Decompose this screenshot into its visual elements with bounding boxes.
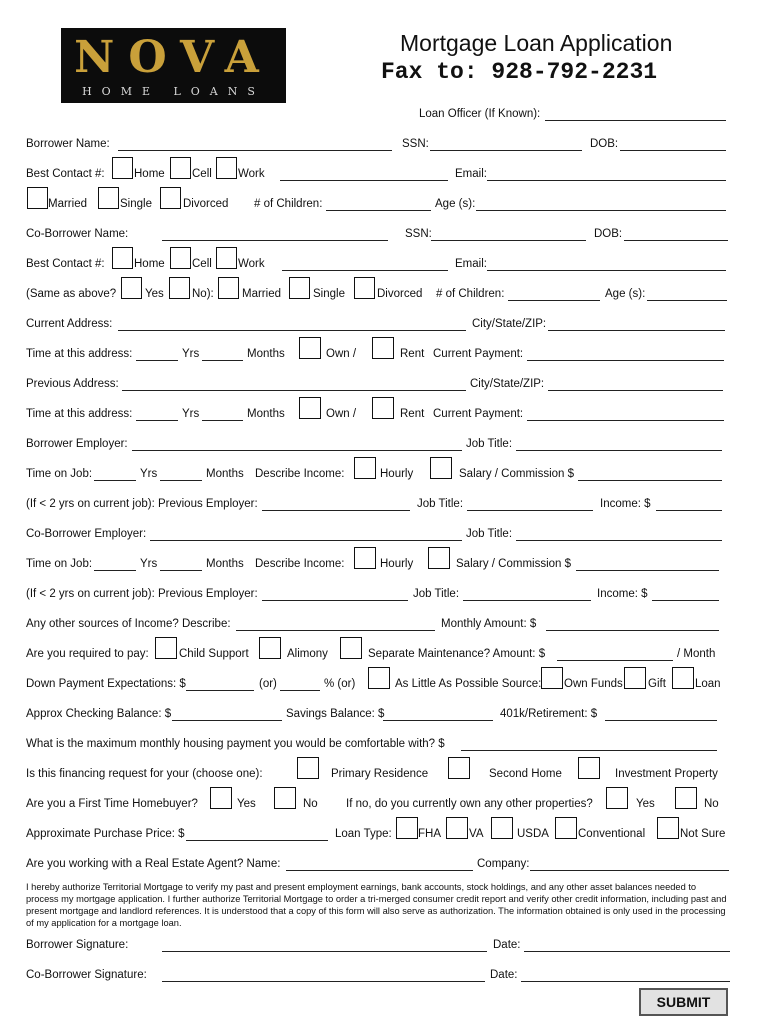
company-label: Company: <box>477 858 530 870</box>
other-properties-no-label: No <box>704 798 719 810</box>
page-title: Mortgage Loan Application <box>400 30 673 56</box>
co-divorced-checkbox[interactable] <box>354 277 375 299</box>
single-label: Single <box>120 198 152 210</box>
down-payment-field[interactable] <box>186 690 254 691</box>
same-as-above-label: (Same as above? <box>26 288 117 300</box>
cell-checkbox[interactable] <box>170 157 191 179</box>
co-income-label: Income: $ <box>597 588 648 600</box>
co-children-field[interactable] <box>508 300 600 301</box>
not-sure-label: Not Sure <box>680 828 726 840</box>
retirement-label: 401k/Retirement: $ <box>500 708 598 720</box>
loan-checkbox[interactable] <box>672 667 694 689</box>
other-properties-no-checkbox[interactable] <box>675 787 697 809</box>
children-field[interactable] <box>326 210 431 211</box>
prev-income-field[interactable] <box>656 510 722 511</box>
alimony-checkbox[interactable] <box>259 637 281 659</box>
same-yes-label: Yes <box>145 288 164 300</box>
co-job-yrs-label: Yrs <box>140 558 158 570</box>
required-to-pay-label: Are you required to pay: <box>26 648 149 660</box>
purchase-price-field[interactable] <box>186 840 328 841</box>
divorced-checkbox[interactable] <box>160 187 181 209</box>
co-job-months-label: Months <box>206 558 244 570</box>
as-little-label: As Little As Possible Source: <box>395 678 542 690</box>
first-time-yes-label: Yes <box>237 798 256 810</box>
borrower-email-field[interactable] <box>487 180 726 181</box>
co-dob-label: DOB: <box>594 228 623 240</box>
savings-label: Savings Balance: $ <box>286 708 385 720</box>
retirement-field[interactable] <box>605 720 717 721</box>
conventional-label: Conventional <box>578 828 646 840</box>
married-checkbox[interactable] <box>27 187 48 209</box>
loan-officer-label: Loan Officer (If Known): <box>419 108 541 120</box>
checking-field[interactable] <box>172 720 282 721</box>
co-prev-employer-field[interactable] <box>262 600 408 601</box>
work-label: Work <box>238 168 265 180</box>
borrower-contact-field[interactable] <box>280 180 448 181</box>
usda-checkbox[interactable] <box>491 817 513 839</box>
purchase-price-label: Approximate Purchase Price: $ <box>26 828 185 840</box>
co-home-checkbox[interactable] <box>112 247 133 269</box>
prev-payment-field[interactable] <box>527 420 724 421</box>
hourly-label: Hourly <box>380 468 414 480</box>
authorization-text: I hereby authorize Territorial Mortgage to verify my past and present employment earnings, bank accounts, stock holdings, and any other asset balances needed to process my mortgage application. I further authorize Territorial Mortgage to order a tri-merged consumer credit report and verify other credit information, including past and present mortgage and landlord references. It is understood that a copy of this form will also serve as authorization. The information obtained is only used in the processing of my application for a mortgage loan. <box>26 882 727 928</box>
other-income-label: Any other sources of Income? Describe: <box>26 618 231 630</box>
loan-officer-field[interactable] <box>545 120 726 121</box>
co-ages-label: Age (s): <box>605 288 646 300</box>
work-checkbox[interactable] <box>216 157 237 179</box>
own-funds-label: Own Funds <box>564 678 623 690</box>
conventional-checkbox[interactable] <box>555 817 577 839</box>
co-prev-job-title-label: Job Title: <box>413 588 460 600</box>
co-hourly-checkbox[interactable] <box>354 547 376 569</box>
investment-property-label: Investment Property <box>615 768 718 780</box>
down-percent-field[interactable] <box>280 690 320 691</box>
salary-amount-field[interactable] <box>578 480 722 481</box>
primary-residence-checkbox[interactable] <box>297 757 319 779</box>
previous-city-field[interactable] <box>548 390 723 391</box>
address-years-field[interactable] <box>136 360 178 361</box>
home-checkbox[interactable] <box>112 157 133 179</box>
previous-address-field[interactable] <box>122 390 466 391</box>
borrower-name-label: Borrower Name: <box>26 138 110 150</box>
as-little-checkbox[interactable] <box>368 667 390 689</box>
second-home-label: Second Home <box>489 768 562 780</box>
current-payment-label: Current Payment: <box>433 348 524 360</box>
prev-yrs-label: Yrs <box>182 408 200 420</box>
same-yes-checkbox[interactable] <box>121 277 142 299</box>
borrower-dob-field[interactable] <box>620 150 726 151</box>
current-address-label: Current Address: <box>26 318 113 330</box>
co-prev-income-field[interactable] <box>652 600 719 601</box>
fax-number: Fax to: 928-792-2231 <box>381 59 658 85</box>
prev-rent-checkbox[interactable] <box>372 397 394 419</box>
own-other-properties-label: If no, do you currently own any other properties? <box>346 798 593 810</box>
job-months-field[interactable] <box>160 480 202 481</box>
prev-job-title-label: Job Title: <box>417 498 464 510</box>
loan-label: Loan <box>695 678 721 690</box>
coborrower-contact-field[interactable] <box>282 270 448 271</box>
co-time-on-job-label: Time on Job: <box>26 558 93 570</box>
children-label: # of Children: <box>254 198 323 210</box>
first-time-yes-checkbox[interactable] <box>210 787 232 809</box>
coborrower-signature-label: Co-Borrower Signature: <box>26 969 147 981</box>
co-ages-field[interactable] <box>647 300 727 301</box>
married-label: Married <box>48 198 87 210</box>
current-city-field[interactable] <box>548 330 725 331</box>
prev-own-checkbox[interactable] <box>299 397 321 419</box>
co-cell-checkbox[interactable] <box>170 247 191 269</box>
coborrower-dob-field[interactable] <box>624 240 728 241</box>
coborrower-job-title-field[interactable] <box>516 540 722 541</box>
child-support-checkbox[interactable] <box>155 637 177 659</box>
co-single-checkbox[interactable] <box>289 277 310 299</box>
per-month-label: / Month <box>677 648 716 660</box>
other-properties-yes-label: Yes <box>636 798 655 810</box>
coborrower-name-field[interactable] <box>162 240 388 241</box>
va-label: VA <box>469 828 484 840</box>
current-payment-field[interactable] <box>527 360 724 361</box>
co-single-label: Single <box>313 288 345 300</box>
alimony-label: Alimony <box>287 648 328 660</box>
other-properties-yes-checkbox[interactable] <box>606 787 628 809</box>
co-ssn-label: SSN: <box>405 228 432 240</box>
first-time-no-label: No <box>303 798 318 810</box>
time-on-job-label: Time on Job: <box>26 468 93 480</box>
max-payment-label: What is the maximum monthly housing payment you would be comfortable with? $ <box>26 738 445 750</box>
co-children-label: # of Children: <box>436 288 505 300</box>
co-salary-amount-field[interactable] <box>576 570 719 571</box>
gift-checkbox[interactable] <box>624 667 646 689</box>
borrower-ssn-field[interactable] <box>430 150 582 151</box>
co-email-label: Email: <box>455 258 487 270</box>
separate-maintenance-label: Separate Maintenance? Amount: $ <box>368 648 546 660</box>
percent-or-label: % (or) <box>324 678 356 690</box>
prev-job-title-field[interactable] <box>467 510 593 511</box>
single-checkbox[interactable] <box>98 187 119 209</box>
first-time-no-checkbox[interactable] <box>274 787 296 809</box>
current-address-field[interactable] <box>118 330 466 331</box>
co-cell-label: Cell <box>192 258 212 270</box>
prev-employer-label: (If < 2 yrs on current job): Previous Employer: <box>26 498 258 510</box>
separate-maintenance-checkbox[interactable] <box>340 637 362 659</box>
prev-own-label: Own / <box>326 408 357 420</box>
same-no-label: No): <box>192 288 214 300</box>
logo-brand: NOVA <box>74 32 273 83</box>
va-checkbox[interactable] <box>446 817 468 839</box>
co-work-checkbox[interactable] <box>216 247 237 269</box>
fha-checkbox[interactable] <box>396 817 418 839</box>
first-time-label: Are you a First Time Homebuyer? <box>26 798 198 810</box>
hourly-checkbox[interactable] <box>354 457 376 479</box>
job-yrs-label: Yrs <box>140 468 158 480</box>
own-label: Own / <box>326 348 357 360</box>
submit-button[interactable]: SUBMIT <box>639 988 728 1016</box>
gift-label: Gift <box>648 678 666 690</box>
co-prev-job-title-field[interactable] <box>463 600 591 601</box>
co-job-years-field[interactable] <box>94 570 136 571</box>
coborrower-email-field[interactable] <box>487 270 726 271</box>
city-state-zip-label: City/State/ZIP: <box>472 318 547 330</box>
co-salary-label: Salary / Commission $ <box>456 558 572 570</box>
best-contact-label: Best Contact #: <box>26 168 105 180</box>
salary-label: Salary / Commission $ <box>459 468 575 480</box>
usda-label: USDA <box>517 828 549 840</box>
company-logo <box>61 28 286 103</box>
borrower-date-label: Date: <box>493 939 521 951</box>
monthly-amount-field[interactable] <box>546 630 719 631</box>
agent-name-field[interactable] <box>286 870 473 871</box>
co-married-label: Married <box>242 288 281 300</box>
down-payment-label: Down Payment Expectations: $ <box>26 678 186 690</box>
borrower-date-field[interactable] <box>524 951 730 952</box>
co-married-checkbox[interactable] <box>218 277 239 299</box>
fha-label: FHA <box>418 828 441 840</box>
co-divorced-label: Divorced <box>377 288 423 300</box>
co-best-contact-label: Best Contact #: <box>26 258 105 270</box>
co-describe-income-label: Describe Income: <box>255 558 345 570</box>
job-months-label: Months <box>206 468 244 480</box>
prev-time-at-address-label: Time at this address: <box>26 408 133 420</box>
coborrower-ssn-field[interactable] <box>431 240 586 241</box>
ages-field[interactable] <box>476 210 726 211</box>
coborrower-employer-field[interactable] <box>150 540 462 541</box>
checking-label: Approx Checking Balance: $ <box>26 708 172 720</box>
home-label: Home <box>134 168 165 180</box>
borrower-name-field[interactable] <box>118 150 392 151</box>
max-payment-field[interactable] <box>461 750 717 751</box>
real-estate-agent-label: Are you working with a Real Estate Agent? Name: <box>26 858 281 870</box>
or-label: (or) <box>259 678 277 690</box>
job-years-field[interactable] <box>94 480 136 481</box>
not-sure-checkbox[interactable] <box>657 817 679 839</box>
co-hourly-label: Hourly <box>380 558 414 570</box>
co-work-label: Work <box>238 258 265 270</box>
cell-label: Cell <box>192 168 212 180</box>
prev-employer-field[interactable] <box>262 510 410 511</box>
co-job-title-label: Job Title: <box>466 528 513 540</box>
previous-address-label: Previous Address: <box>26 378 119 390</box>
co-salary-checkbox[interactable] <box>428 547 450 569</box>
monthly-amount-label: Monthly Amount: $ <box>441 618 537 630</box>
job-title-label: Job Title: <box>466 438 513 450</box>
savings-field[interactable] <box>383 720 493 721</box>
yrs-label: Yrs <box>182 348 200 360</box>
other-income-field[interactable] <box>236 630 435 631</box>
months-label: Months <box>247 348 285 360</box>
primary-residence-label: Primary Residence <box>331 768 429 780</box>
rent-label: Rent <box>400 348 425 360</box>
loan-type-label: Loan Type: <box>335 828 392 840</box>
coborrower-date-field[interactable] <box>521 981 730 982</box>
investment-property-checkbox[interactable] <box>578 757 600 779</box>
coborrower-signature-field[interactable] <box>162 981 485 982</box>
borrower-signature-field[interactable] <box>162 951 487 952</box>
ssn-label: SSN: <box>402 138 429 150</box>
agent-company-field[interactable] <box>530 870 729 871</box>
co-job-months-field[interactable] <box>160 570 202 571</box>
co-prev-employer-label: (If < 2 yrs on current job): Previous Employer: <box>26 588 258 600</box>
email-label: Email: <box>455 168 487 180</box>
borrower-employer-label: Borrower Employer: <box>26 438 128 450</box>
logo-subtitle: HOME LOANS <box>82 85 265 98</box>
coborrower-date-label: Date: <box>490 969 518 981</box>
prev-current-payment-label: Current Payment: <box>433 408 524 420</box>
describe-income-label: Describe Income: <box>255 468 345 480</box>
financing-for-label: Is this financing request for your (choose one): <box>26 768 263 780</box>
dob-label: DOB: <box>590 138 619 150</box>
borrower-signature-label: Borrower Signature: <box>26 939 129 951</box>
income-label: Income: $ <box>600 498 651 510</box>
ages-label: Age (s): <box>435 198 476 210</box>
prev-months-label: Months <box>247 408 285 420</box>
maintenance-amount-field[interactable] <box>557 660 673 661</box>
rent-checkbox[interactable] <box>372 337 394 359</box>
same-no-checkbox[interactable] <box>169 277 190 299</box>
prev-rent-label: Rent <box>400 408 425 420</box>
time-at-address-label: Time at this address: <box>26 348 133 360</box>
co-home-label: Home <box>134 258 165 270</box>
salary-checkbox[interactable] <box>430 457 452 479</box>
coborrower-employer-label: Co-Borrower Employer: <box>26 528 147 540</box>
own-checkbox[interactable] <box>299 337 321 359</box>
prev-address-years-field[interactable] <box>136 420 178 421</box>
prev-address-months-field[interactable] <box>202 420 243 421</box>
coborrower-name-label: Co-Borrower Name: <box>26 228 129 240</box>
prev-city-state-zip-label: City/State/ZIP: <box>470 378 545 390</box>
address-months-field[interactable] <box>202 360 243 361</box>
borrower-job-title-field[interactable] <box>516 450 722 451</box>
borrower-employer-field[interactable] <box>132 450 462 451</box>
divorced-label: Divorced <box>183 198 229 210</box>
child-support-label: Child Support <box>179 648 249 660</box>
second-home-checkbox[interactable] <box>448 757 470 779</box>
own-funds-checkbox[interactable] <box>541 667 563 689</box>
